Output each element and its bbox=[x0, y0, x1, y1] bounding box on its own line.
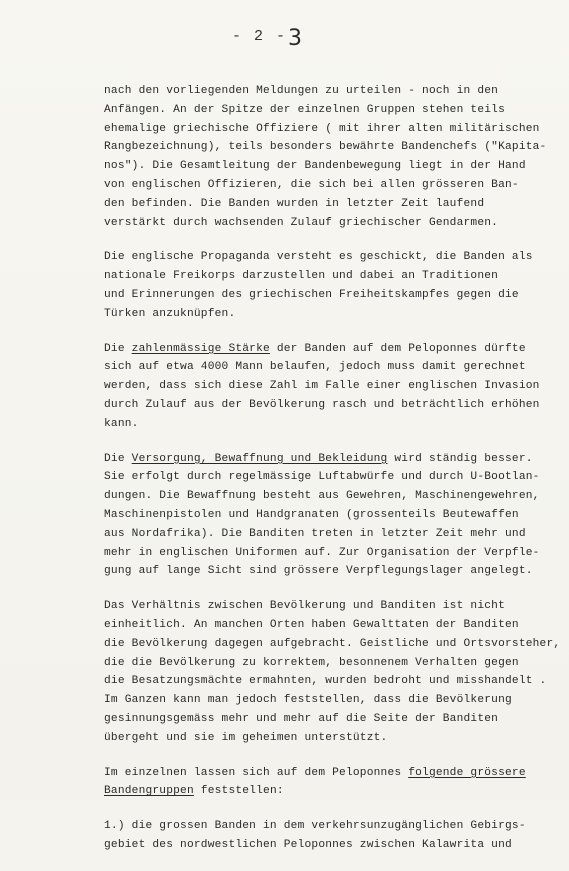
underlined-heading: Bandengruppen bbox=[104, 785, 194, 798]
text-line bbox=[104, 450, 544, 469]
text-line: Sie erfolgt durch regelmässige Luftabwürfe und durch U-Bootlan- bbox=[104, 471, 540, 484]
paragraph-6 bbox=[104, 764, 544, 802]
text-line: und Erinnerungen des griechischen Freiheitskampfes gegen die bbox=[104, 288, 519, 301]
paragraph-3 bbox=[104, 340, 544, 434]
text-line: Maschinenpistolen und Handgranaten (grossenteils Beutewaffen bbox=[104, 508, 519, 521]
text-line: Im Ganzen kann man jedoch feststellen, dass die Bevölkerung bbox=[104, 694, 512, 707]
text-line: Anfängen. An der Spitze der einzelnen Gruppen stehen teils bbox=[104, 103, 505, 116]
paragraph-5 bbox=[104, 597, 561, 747]
paragraph-4 bbox=[104, 450, 544, 582]
underlined-heading: folgende grössere bbox=[408, 766, 526, 779]
text-line: Die englische Propaganda versteht es geschickt, die Banden als bbox=[104, 251, 533, 264]
paragraph-7 bbox=[104, 817, 544, 855]
text-line bbox=[104, 340, 544, 359]
page-number bbox=[232, 26, 304, 51]
text-line: von englischen Offizieren, die sich bei allen grösseren Ban- bbox=[104, 178, 519, 191]
text-line: nos"). Die Gesamtleitung der Bandenbewegung liegt in der Hand bbox=[104, 160, 526, 173]
text-line: die die Bevölkerung zu korrektem, besonnenem Verhalten gegen bbox=[104, 656, 519, 669]
text-fragment: Die bbox=[104, 342, 132, 355]
page-number-text: - 2 - bbox=[232, 28, 288, 45]
text-line: einheitlich. An manchen Orten haben Gewalttaten der Banditen bbox=[104, 618, 519, 631]
text-fragment: wird ständig besser. bbox=[387, 452, 533, 465]
text-fragment: Im einzelnen lassen sich auf dem Peloponnes bbox=[104, 766, 409, 779]
text-line: ehemalige griechische Offiziere ( mit ihrer alten militärischen bbox=[104, 122, 540, 135]
text-line: nach den vorliegenden Meldungen zu urteilen - noch in den bbox=[104, 85, 499, 97]
text-line: durch Zulauf aus der Bevölkerung rasch und beträchtlich erhöhen bbox=[104, 398, 540, 411]
text-line: kann. bbox=[104, 417, 139, 430]
paragraph-2 bbox=[104, 248, 544, 323]
text-line: gesinnungsgemäss mehr und mehr auf die Seite der Banditen bbox=[104, 712, 499, 725]
text-line bbox=[104, 782, 544, 801]
text-line: gebiet des nordwestlichen Peloponnes zwischen Kalawrita und bbox=[104, 838, 512, 851]
document-body bbox=[104, 82, 561, 871]
text-line: die Bevölkerung dagegen aufgebracht. Geistliche und Ortsvorsteher, bbox=[104, 637, 561, 650]
text-line: 1.) die grossen Banden in dem verkehrsunzugänglichen Gebirgs- bbox=[104, 820, 526, 833]
text-fragment: feststellen: bbox=[193, 785, 284, 798]
text-line: aus Nordafrika). Die Banditen treten in letzter Zeit mehr und bbox=[104, 527, 526, 540]
text-line: nationale Freikorps darzustellen und dabei an Traditionen bbox=[104, 270, 499, 283]
text-fragment: der Banden auf dem Peloponnes dürfte bbox=[269, 342, 526, 355]
text-line: mehr in englischen Uniformen auf. Zur Organisation der Verpfle- bbox=[104, 546, 540, 559]
text-line bbox=[104, 764, 544, 783]
stamp-number: 3 bbox=[288, 26, 304, 51]
text-line: übergeht und sie im geheimen unterstützt. bbox=[104, 731, 388, 744]
text-line: Rangbezeichnung), teils besonders bewährte Bandenchefs ("Kapita- bbox=[104, 141, 547, 154]
text-line: Türken anzuknüpfen. bbox=[104, 307, 236, 320]
text-line: werden, dass sich diese Zahl im Falle einer englischen Invasion bbox=[104, 380, 540, 393]
text-line: dungen. Die Bewaffnung besteht aus Gewehren, Maschinengewehren, bbox=[104, 490, 540, 503]
underlined-heading: zahlenmässige Stärke bbox=[131, 342, 270, 355]
text-line: Das Verhältnis zwischen Bevölkerung und Banditen ist nicht bbox=[104, 600, 505, 613]
underlined-heading: Versorgung, Bewaffnung und Bekleidung bbox=[131, 452, 388, 465]
text-line: gung auf lange Sicht sind grössere Verpflegungslager angelegt. bbox=[104, 565, 533, 578]
text-line: die Besatzungsmächte ermahnten, wurden bedroht und misshandelt . bbox=[104, 675, 547, 688]
text-line: sich auf etwa 4000 Mann belaufen, jedoch muss damit gerechnet bbox=[104, 361, 526, 374]
text-line: verstärkt durch wachsenden Zulauf griechischer Gendarmen. bbox=[104, 216, 499, 229]
text-line: den befinden. Die Banden wurden in letzter Zeit laufend bbox=[104, 197, 485, 210]
paragraph-1 bbox=[104, 82, 547, 232]
text-fragment: Die bbox=[104, 452, 132, 465]
